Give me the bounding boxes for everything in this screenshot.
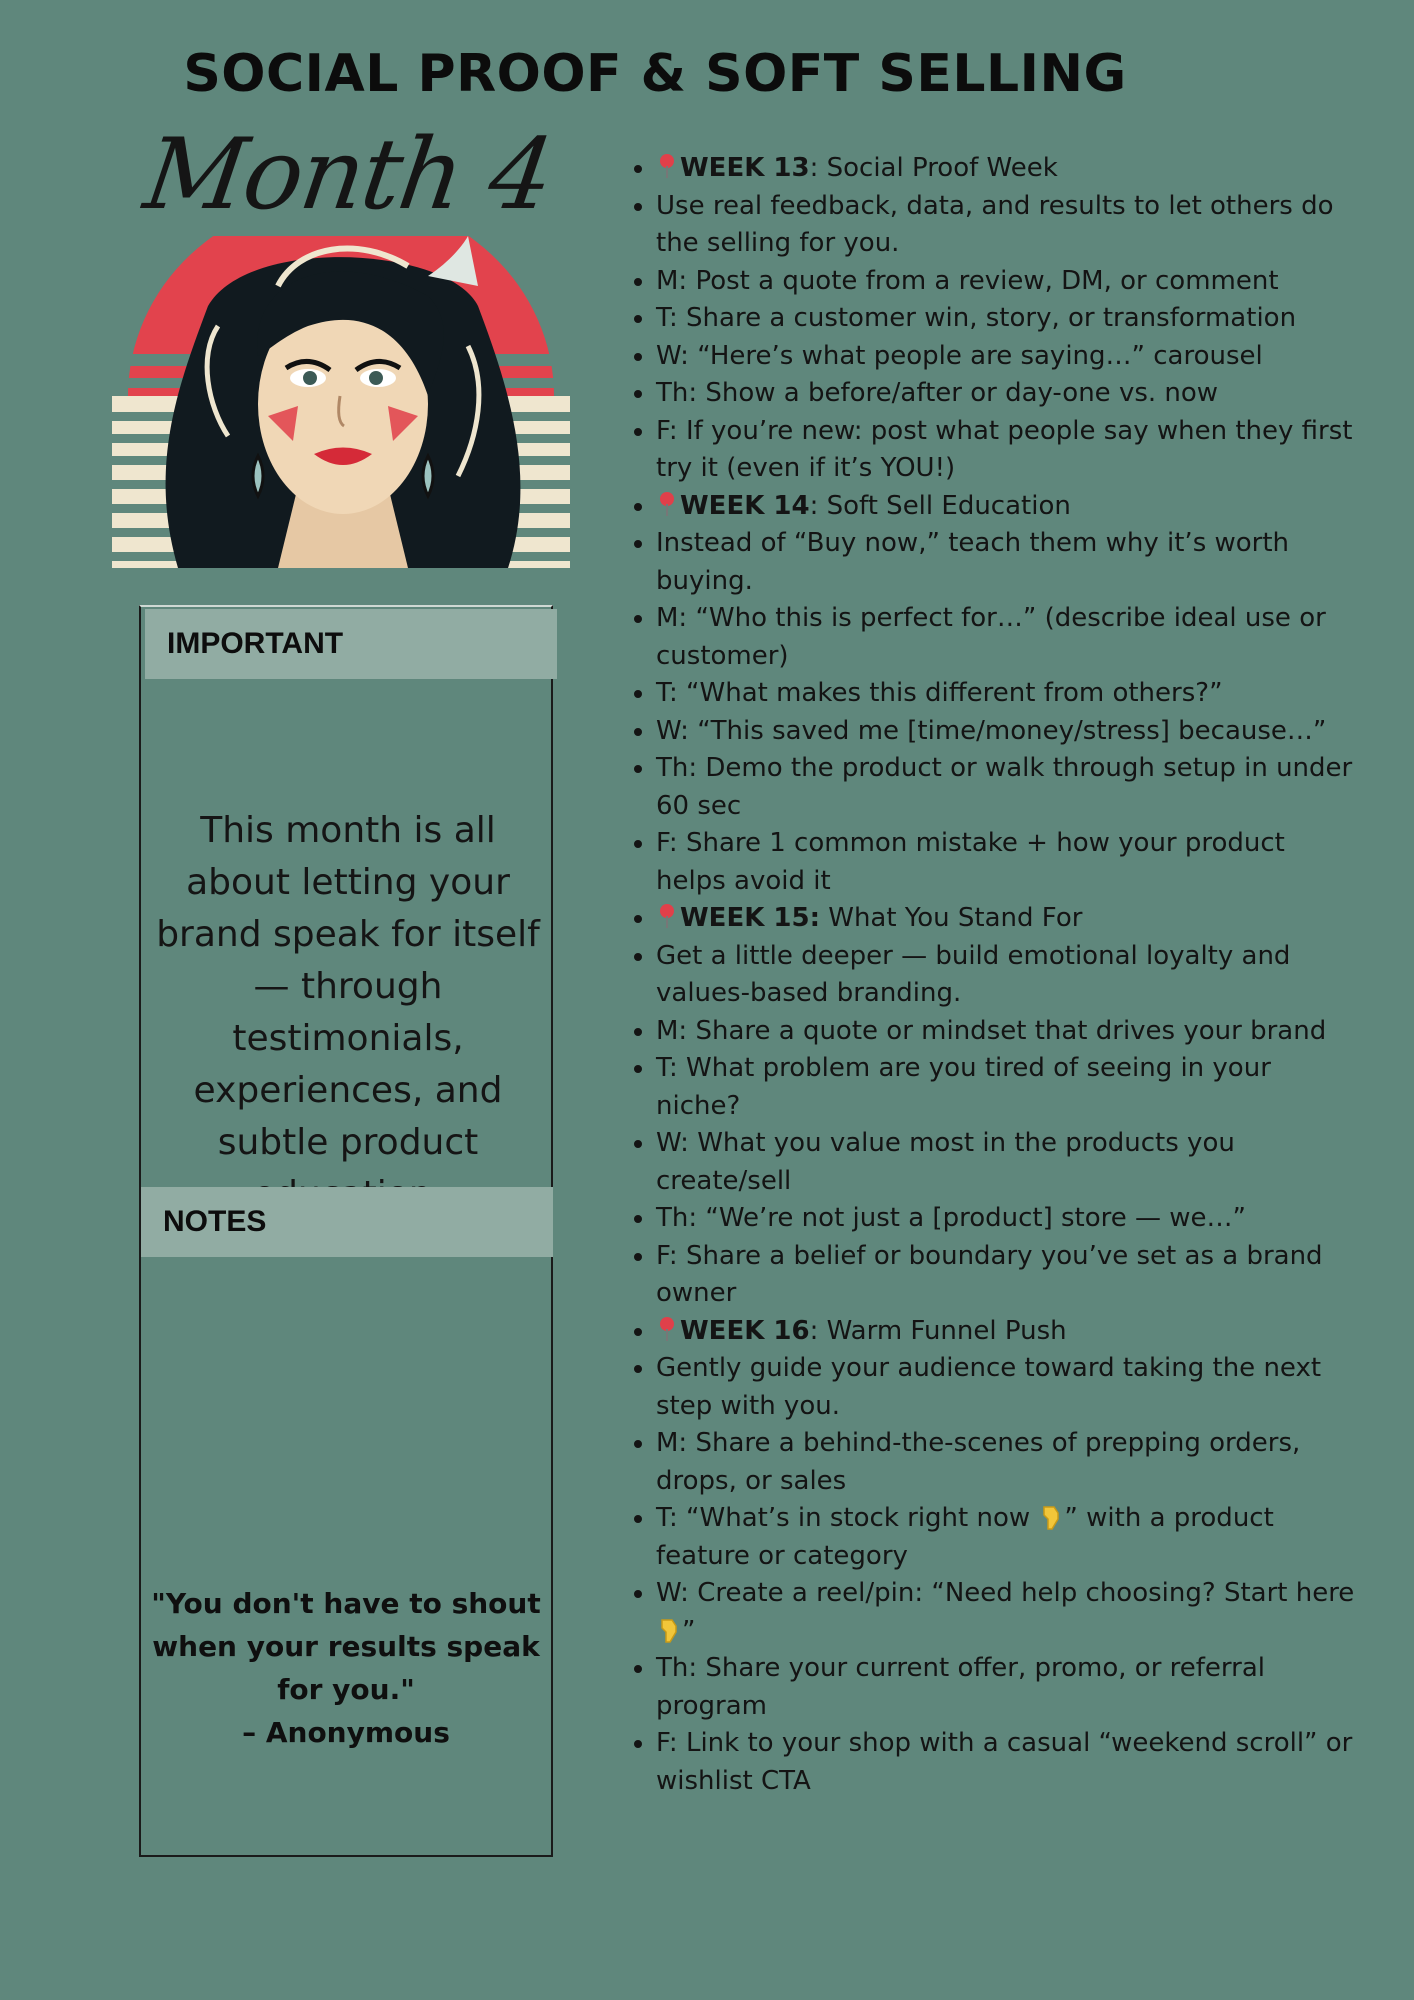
list-item: • Get a little deeper — build emotional loyalty and values-based branding. [656,938,1356,1013]
pin-icon [656,1316,678,1342]
list-item [656,1575,1356,1650]
list-item-text: ” with a product feature or category [656,1503,1274,1571]
week-label: WEEK 13 [680,153,810,183]
list-item: • F: Link to your shop with a casual “weekend scroll” or wishlist CTA [656,1725,1356,1800]
weekly-plan-list [616,150,1356,1800]
week-title: : Soft Sell Education [809,490,1071,521]
list-item: • M: Post a quote from a review, DM, or comment [656,263,1356,301]
week-label: WEEK 15: [680,903,820,933]
week-title: What You Stand For [819,903,1083,933]
list-item: • Th: “We’re not just a [product] store — we…” [656,1200,1356,1238]
list-item: • Th: Show a before/after or day-one vs. now [656,375,1356,413]
list-item: • Use real feedback, data, and results to let others do the selling for you. [656,188,1356,263]
important-notes-panel [139,605,553,1857]
list-item: • T: “What makes this different from others?” [656,675,1356,713]
list-item: • M: Share a quote or mindset that drives your brand [656,1013,1356,1051]
week-title: : Warm Funnel Push [809,1315,1067,1346]
list-item: • F: Share a belief or boundary you’ve set as a brand owner [656,1238,1356,1313]
list-item: • F: Share 1 common mistake + how your product helps avoid it [656,825,1356,900]
quote [137,1582,555,1754]
list-item: • M: “Who this is perfect for…” (describe ideal use or customer) [656,600,1356,675]
list-item: • Instead of “Buy now,” teach them why it’s worth buying. [656,525,1356,600]
important-text: This month is all about letting your brand speak for itself — through testimonials, experiences, and subtle product [156,810,540,1163]
quote-text: "You don't have to shout when your results speak for you." [151,1587,541,1706]
quote-author: – Anonymous [242,1716,450,1749]
list-item: • Th: Share your current offer, promo, or referral program [656,1650,1356,1725]
list-item: • M: Share a behind-the-scenes of prepping orders, drops, or sales [656,1425,1356,1500]
week-label: WEEK 14 [680,490,810,521]
list-item: • T: What problem are you tired of seeing in your niche? [656,1050,1356,1125]
page-title: SOCIAL PROOF & SOFT SELLING [183,44,1127,104]
list-item: • Th: Demo the product or walk through setup in under 60 sec [656,750,1356,825]
week-heading [656,900,1356,938]
list-item: • W: What you value most in the products you create/sell [656,1125,1356,1200]
notes-heading: NOTES [141,1187,553,1257]
list-item [656,1500,1356,1575]
list-item: • T: Share a customer win, story, or transformation [656,300,1356,338]
month-label: Month 4 [137,118,559,232]
list-item: • Gently guide your audience toward taking the next step with you. [656,1350,1356,1425]
pointing-down-icon [1038,1503,1064,1531]
pinup-woman-illustration [108,236,574,568]
week-heading [656,150,1356,188]
pin-icon [656,491,678,517]
week-label: WEEK 16 [680,1315,810,1346]
list-item: • W: “Here’s what people are saying…” carousel [656,338,1356,376]
pin-icon [656,903,678,929]
pin-icon [656,153,678,179]
list-item: • W: “This saved me [time/money/stress] because…” [656,713,1356,751]
week-heading [656,1313,1356,1351]
week-title: : Social Proof Week [809,153,1058,183]
pointing-down-icon [656,1616,682,1644]
list-item-text: W: Create a reel/pin: “Need help choosing? Start here [656,1578,1355,1608]
list-item: • F: If you’re new: post what people say when they first try it (even if it’s YOU!) [656,413,1356,488]
list-item-text: ” [682,1615,696,1646]
important-heading: IMPORTANT [145,609,557,679]
list-item-text: T: “What’s in stock right now [656,1503,1039,1533]
week-heading [656,488,1356,526]
